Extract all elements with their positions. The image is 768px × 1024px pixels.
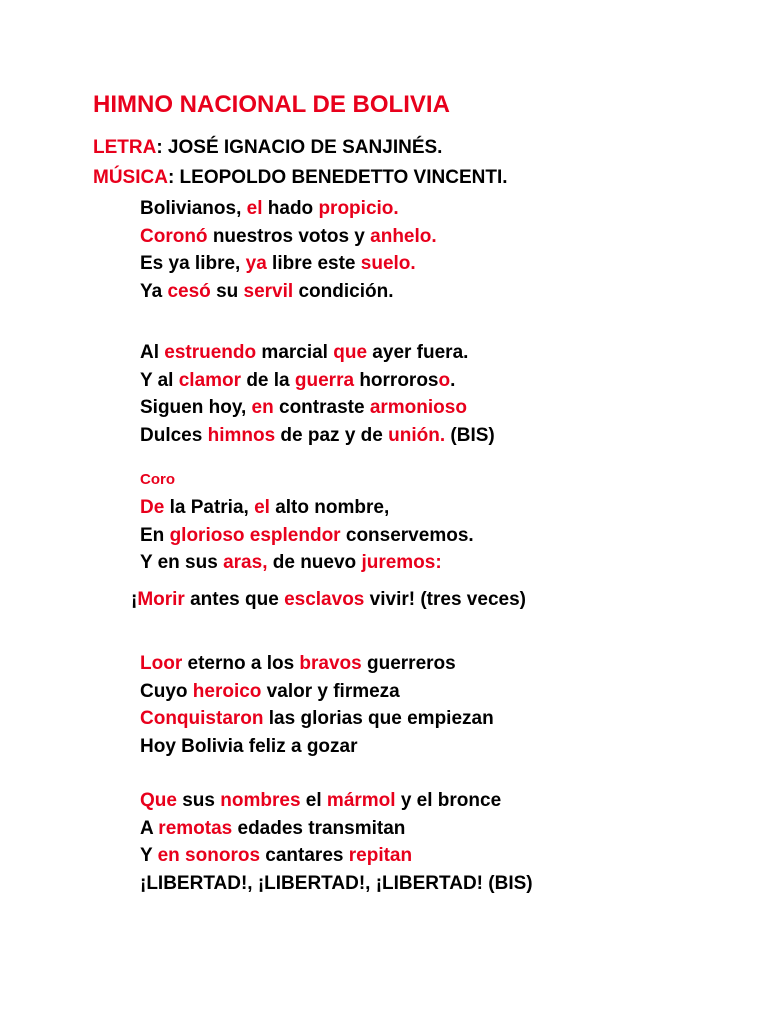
- verse-line: [140, 705, 494, 733]
- text-run: : JOSÉ IGNACIO DE SANJINÉS.: [156, 137, 443, 158]
- text-run: A: [140, 817, 159, 839]
- text-run: antes que: [184, 589, 285, 610]
- chorus-stanza: [140, 494, 474, 577]
- text-run: su: [210, 280, 244, 302]
- text-run: (BIS): [445, 424, 495, 446]
- highlighted-word: remotas: [158, 817, 233, 839]
- highlighted-word: armonioso: [369, 397, 467, 418]
- highlighted-word: mármol: [326, 790, 396, 811]
- verse-line: [140, 549, 474, 577]
- highlighted-word: HIMNO NACIONAL DE BOLIVIA: [93, 91, 450, 118]
- text-run: el: [300, 790, 327, 811]
- highlighted-word: Loor: [140, 653, 183, 674]
- text-run: Y: [140, 845, 158, 866]
- highlighted-word: suelo.: [360, 253, 416, 274]
- stanza-3: [140, 650, 494, 760]
- text-run: Al: [140, 342, 165, 363]
- verse-line: [140, 223, 437, 251]
- verse-line: [140, 278, 437, 306]
- highlighted-word: repitan: [348, 845, 413, 866]
- text-run: alto nombre,: [269, 497, 390, 518]
- text-run: Ya: [140, 280, 168, 302]
- page-title: [93, 89, 450, 121]
- highlighted-word: heroico: [192, 680, 262, 702]
- highlighted-word: himnos: [207, 424, 276, 446]
- verse-line: [140, 815, 533, 843]
- text-run: hado: [262, 198, 319, 219]
- highlighted-word: en: [251, 397, 274, 418]
- verse-line: [140, 367, 495, 395]
- stanza-4: [140, 787, 533, 897]
- text-run: libre este: [266, 253, 361, 274]
- text-run: : LEOPOLDO BENEDETTO VINCENTI.: [167, 167, 508, 188]
- highlighted-word: Conquistaron: [140, 708, 264, 729]
- text-run: Siguen hoy,: [140, 397, 252, 418]
- text-run: condición.: [293, 280, 394, 302]
- text-run: edades transmitan: [232, 817, 406, 839]
- text-run: de la: [241, 369, 295, 391]
- text-run: cantares: [260, 845, 349, 866]
- highlighted-word: cesó: [167, 280, 211, 302]
- chorus-refrain: [131, 586, 526, 614]
- highlighted-word: Que: [140, 790, 177, 811]
- verse-line: [140, 650, 494, 678]
- verse-line: [140, 250, 437, 278]
- stanza-2: [140, 339, 495, 449]
- highlighted-word: esclavos: [284, 589, 365, 610]
- text-run: Cuyo: [140, 680, 193, 702]
- highlighted-word: ya: [245, 253, 267, 274]
- text-run: En: [140, 524, 170, 546]
- lyrics-credit: [93, 136, 442, 160]
- verse-line: [140, 494, 474, 522]
- highlighted-word: MÚSICA: [93, 167, 168, 188]
- highlighted-word: De: [140, 497, 165, 518]
- text-run: Y al: [140, 369, 179, 391]
- verse-line: [140, 842, 533, 870]
- highlighted-word: Coronó: [140, 225, 208, 247]
- highlighted-word: unión.: [388, 424, 446, 446]
- verse-line: [140, 422, 495, 450]
- text-run: marcial: [256, 342, 334, 363]
- highlighted-word: nombres: [220, 790, 301, 811]
- verse-line: [140, 195, 437, 223]
- text-run: la Patria,: [164, 497, 255, 518]
- highlighted-word: Morir: [137, 589, 185, 610]
- highlighted-word: Coro: [140, 471, 175, 488]
- verse-line: [140, 733, 494, 761]
- text-run: nuestros votos y: [207, 225, 371, 247]
- text-run: ayer fuera.: [367, 342, 469, 363]
- highlighted-word: glorioso esplendor: [169, 524, 341, 546]
- chorus-label: [140, 470, 175, 490]
- highlighted-word: bravos: [299, 653, 362, 674]
- highlighted-word: estruendo: [164, 342, 257, 363]
- highlighted-word: en sonoros: [157, 845, 261, 866]
- text-run: Hoy Bolivia feliz a gozar: [140, 735, 358, 757]
- text-run: Dulces: [140, 424, 208, 446]
- text-run: guerreros: [361, 653, 456, 674]
- text-run: horroros: [354, 369, 439, 391]
- text-run: valor y firmeza: [261, 680, 400, 702]
- verse-line: [140, 339, 495, 367]
- text-run: sus: [176, 790, 221, 811]
- highlighted-word: clamor: [178, 369, 242, 391]
- highlighted-word: servil: [243, 280, 294, 302]
- verse-line: [140, 522, 474, 550]
- text-run: eterno a los: [182, 653, 300, 674]
- text-run: conservemos.: [340, 524, 474, 546]
- music-credit: [93, 166, 508, 190]
- text-run: Bolivianos,: [140, 198, 247, 219]
- text-run: contraste: [273, 397, 370, 418]
- highlighted-word: LETRA: [93, 137, 157, 158]
- text-run: de paz y de: [275, 424, 389, 446]
- text-run: vivir! (tres veces): [364, 589, 526, 610]
- highlighted-word: o: [438, 369, 451, 391]
- highlighted-word: el: [254, 497, 270, 518]
- text-run: y el bronce: [395, 790, 502, 811]
- text-run: de nuevo: [267, 552, 362, 573]
- highlighted-word: propicio.: [318, 198, 399, 219]
- highlighted-word: aras,: [223, 552, 268, 573]
- highlighted-word: que: [333, 342, 368, 363]
- text-run: ¡LIBERTAD!, ¡LIBERTAD!, ¡LIBERTAD! (BIS): [140, 872, 533, 894]
- verse-line: [140, 787, 533, 815]
- text-run: las glorias que empiezan: [263, 708, 494, 729]
- highlighted-word: el: [246, 198, 263, 219]
- verse-line: [140, 870, 533, 898]
- text-run: Y en sus: [140, 552, 224, 573]
- highlighted-word: guerra: [294, 369, 355, 391]
- text-run: .: [450, 369, 456, 391]
- text-run: ¡: [131, 589, 138, 610]
- verse-line: [140, 394, 495, 422]
- highlighted-word: juremos:: [361, 552, 442, 573]
- highlighted-word: anhelo.: [370, 225, 437, 247]
- verse-line: [140, 678, 494, 706]
- text-run: Es ya libre,: [140, 253, 246, 274]
- stanza-1: [140, 195, 437, 305]
